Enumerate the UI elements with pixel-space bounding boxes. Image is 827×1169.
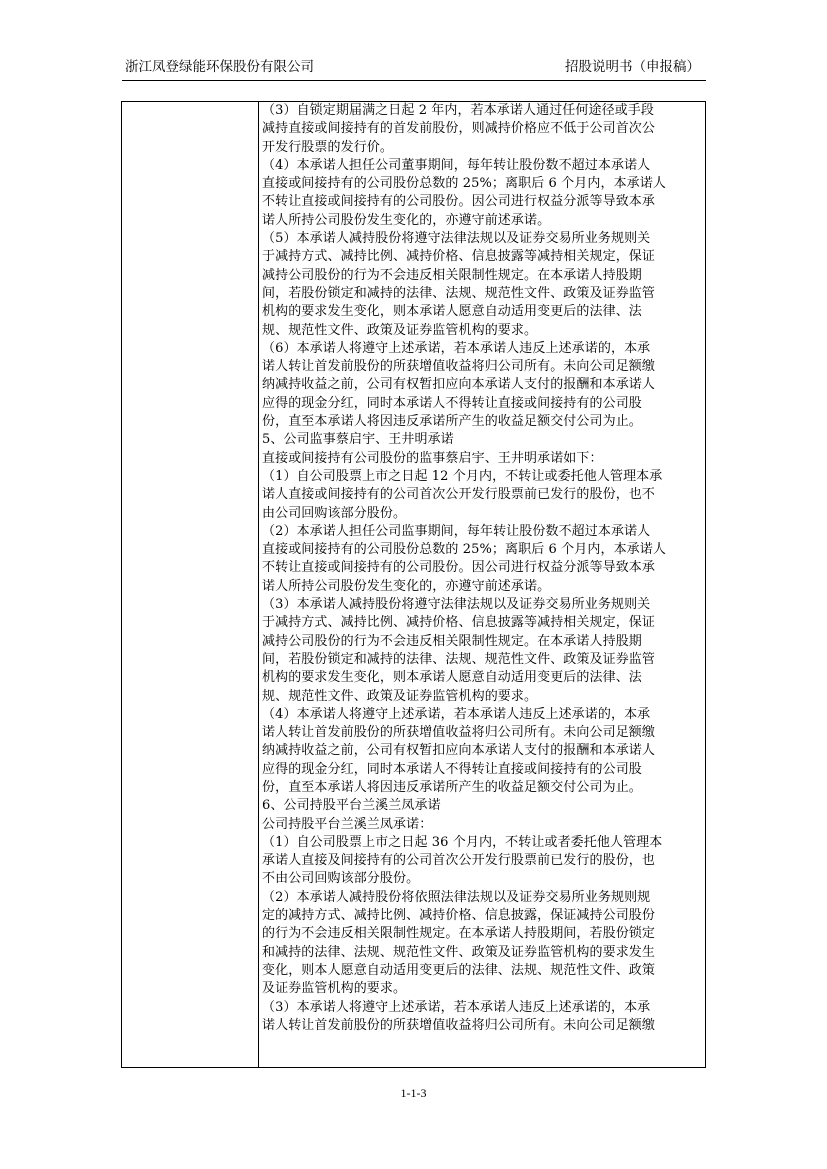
text-line: 应得的现金分红，同时本承诺人不得转让直接或间接持有的公司股: [262, 395, 642, 411]
text-line: （3）自锁定期届满之日起 2 年内，若本承诺人通过任何途径或手段: [262, 103, 655, 118]
text-line: （4）本承诺人担任公司董事期间，每年转让股份数不超过本承诺人: [262, 157, 651, 173]
text-line: 变化，则本人愿意自动适用变更后的法律、法规、规范性文件、政策: [262, 962, 656, 978]
text-line: 诺人转让首发前股份的所获增值收益将归公司所有。未向公司足额缴: [262, 725, 656, 741]
document-title: 招股说明书（申报稿）: [565, 59, 700, 75]
text-line: （4）本承诺人将遵守上述承诺，若本承诺人违反上述承诺的，本承: [262, 706, 651, 722]
text-line: 于减持方式、减持比例、减持价格、信息披露等减持相关规定，保证: [262, 249, 656, 265]
text-line: 机构的要求发生变化，则本承诺人愿意自动适用变更后的法律、法: [262, 304, 642, 320]
commitment-text-cell: [262, 102, 702, 1035]
text-line: 减持公司股份的行为不会违反相关限制性规定。在本承诺人持股期: [262, 633, 642, 649]
company-name: 浙江凤登绿能环保股份有限公司: [125, 59, 314, 75]
text-line: 诺人所持公司股份发生变化的，亦遵守前述承诺。: [262, 578, 551, 594]
text-line: （2）本承诺人担任公司监事期间，每年转让股份数不超过本承诺人: [262, 523, 651, 539]
text-line: （1）自公司股票上市之日起 36 个月内，不转让或者委托他人管理本: [262, 834, 663, 850]
text-line: 由公司回购该部分股份。: [262, 505, 407, 521]
text-line: 及证券监管机构的要求。: [262, 981, 407, 997]
page-number: 1-1-3: [400, 1086, 427, 1100]
text-line: 纳减持收益之前，公司有权暂扣应向本承诺人支付的报酬和本承诺人: [262, 377, 656, 393]
text-line: 直接或间接持有的公司股份总数的 25%；离职后 6 个月内，本承诺人: [262, 176, 666, 192]
text-line: 开发行股票的发行价。: [262, 139, 394, 155]
text-line: 定的减持方式、减持比例、减持价格、信息披露，保证减持公司股份: [262, 908, 656, 924]
text-line: 5、公司监事蔡启宇、王井明承诺: [262, 432, 454, 448]
text-line: 减持公司股份的行为不会违反相关限制性规定。在本承诺人持股期: [262, 267, 642, 283]
header-rule: [122, 80, 706, 81]
text-line: （6）本承诺人将遵守上述承诺，若本承诺人违反上述承诺的，本承: [262, 340, 651, 356]
text-line: 纳减持收益之前，公司有权暂扣应向本承诺人支付的报酬和本承诺人: [262, 743, 656, 759]
text-line: 份，直至本承诺人将因违反承诺所产生的收益足额交付公司为止。: [262, 414, 642, 430]
text-line: （1）自公司股票上市之日起 12 个月内，不转让或委托他人管理本承: [262, 468, 663, 484]
text-line: （3）本承诺人将遵守上述承诺，若本承诺人违反上述承诺的，本承: [262, 999, 651, 1015]
text-line: 机构的要求发生变化，则本承诺人愿意自动适用变更后的法律、法: [262, 670, 642, 686]
text-line: 诺人所持公司股份发生变化的，亦遵守前述承诺。: [262, 212, 551, 228]
text-line: 规、规范性文件、政策及证券监管机构的要求。: [262, 688, 538, 704]
text-line: 诺人转让首发前股份的所获增值收益将归公司所有。未向公司足额缴: [262, 1017, 656, 1033]
text-line: 公司持股平台兰溪兰凤承诺：: [262, 816, 433, 832]
text-line: 诺人转让首发前股份的所获增值收益将归公司所有。未向公司足额缴: [262, 359, 656, 375]
text-line: 间，若股份锁定和减持的法律、法规、规范性文件、政策及证券监管: [262, 285, 656, 301]
text-line: 诺人直接或间接持有的公司首次公开发行股票前已发行的股份，也不: [262, 487, 656, 503]
text-line: 应得的现金分红，同时本承诺人不得转让直接或间接持有的公司股: [262, 761, 642, 777]
text-line: 直接或间接持有的公司股份总数的 25%；离职后 6 个月内，本承诺人: [262, 542, 666, 558]
text-line: 承诺人直接及间接持有的公司首次公开发行股票前已发行的股份，也: [262, 853, 656, 869]
text-line: 份，直至本承诺人将因违反承诺所产生的收益足额交付公司为止。: [262, 779, 642, 795]
text-line: 和减持的法律、法规、规范性文件、政策及证券监管机构的要求发生: [262, 944, 656, 960]
text-line: 直接或间接持有公司股份的监事蔡启宇、王井明承诺如下：: [262, 450, 603, 466]
text-line: 的行为不会违反相关限制性规定。在本承诺人持股期间，若股份锁定: [262, 926, 656, 942]
text-line: （3）本承诺人减持股份将遵守法律法规以及证券交易所业务规则关: [262, 597, 651, 613]
text-line: 间，若股份锁定和减持的法律、法规、规范性文件、政策及证券监管: [262, 651, 656, 667]
text-line: 不转让直接或间接持有的公司股份。因公司进行权益分派等导致本承: [262, 194, 656, 210]
page-header: [124, 56, 706, 78]
text-line: 于减持方式、减持比例、减持价格、信息披露等减持相关规定，保证: [262, 615, 656, 631]
text-line: 不转让直接或间接持有的公司股份。因公司进行权益分派等导致本承: [262, 560, 656, 576]
text-line: 规、规范性文件、政策及证券监管机构的要求。: [262, 322, 538, 338]
table-column-divider: [258, 101, 259, 1068]
text-line: （2）本承诺人减持股份将依照法律法规以及证券交易所业务规则规: [262, 889, 651, 905]
text-line: 不由公司回购该部分股份。: [262, 871, 420, 887]
text-line: 6、公司持股平台兰溪兰凤承诺: [262, 798, 441, 814]
text-line: （5）本承诺人减持股份将遵守法律法规以及证券交易所业务规则关: [262, 231, 651, 247]
text-line: 减持直接或间接持有的首发前股份，则减持价格应不低于公司首次公: [262, 121, 656, 137]
